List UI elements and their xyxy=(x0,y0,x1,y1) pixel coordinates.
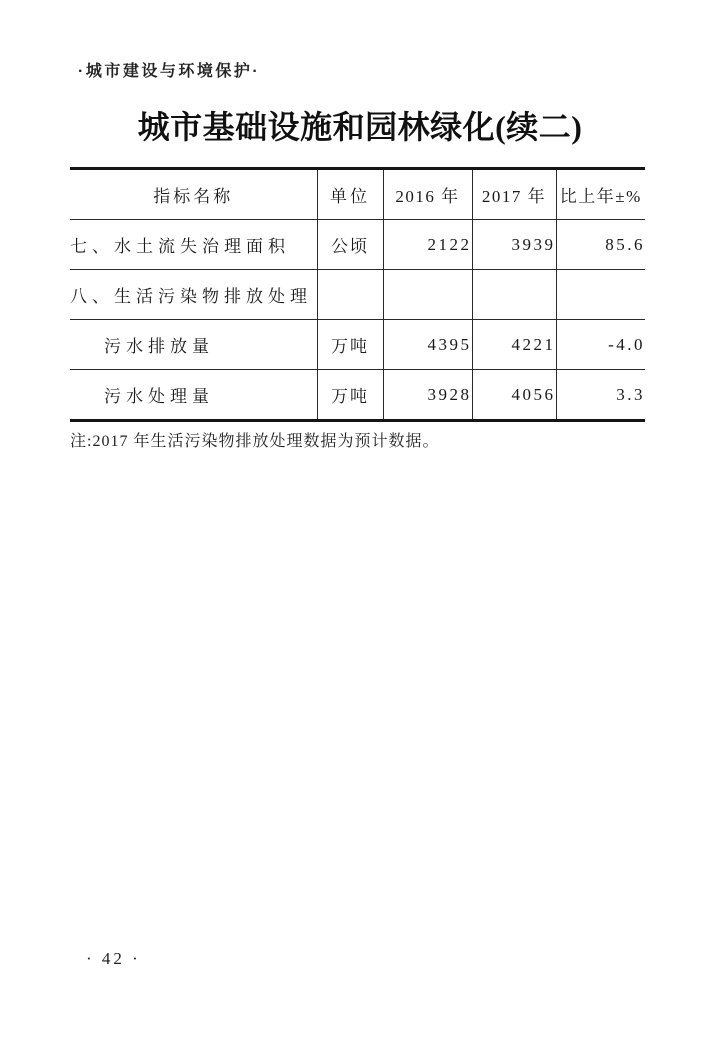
indicator-cell: 八、生活污染物排放处理 xyxy=(70,270,317,320)
indicator-cell: 七、水土流失治理面积 xyxy=(70,220,317,270)
value-2016-cell xyxy=(383,270,472,320)
value-2017-cell: 4221 xyxy=(472,320,556,370)
value-2017-cell xyxy=(472,270,556,320)
table-footnote: 注:2017 年生活污染物排放处理数据为预计数据。 xyxy=(70,433,440,450)
header-year-2016: 2016 年 xyxy=(383,169,472,220)
table-row xyxy=(70,320,645,370)
change-cell: 85.6 xyxy=(556,220,645,270)
value-2016-cell: 2122 xyxy=(383,220,472,270)
header-change-pct: 比上年±% xyxy=(556,169,645,220)
indicator-cell: 污水排放量 xyxy=(70,320,317,370)
page-title: 城市基础设施和园林绿化(续二) xyxy=(137,109,583,145)
unit-cell: 万吨 xyxy=(317,320,383,370)
table-row xyxy=(70,220,645,270)
change-cell xyxy=(556,270,645,320)
header-unit: 单位 xyxy=(317,169,383,220)
change-cell: 3.3 xyxy=(556,370,645,421)
header-indicator-name: 指标名称 xyxy=(70,169,317,220)
value-2017-cell: 4056 xyxy=(472,370,556,421)
page-number: · 42 · xyxy=(86,949,141,968)
unit-cell xyxy=(317,270,383,320)
indicator-cell: 污水处理量 xyxy=(104,387,214,406)
table-row xyxy=(70,270,645,320)
value-2016-cell: 3928 xyxy=(383,370,472,421)
statistics-table xyxy=(70,167,645,422)
table-row xyxy=(70,370,645,421)
unit-cell: 公顷 xyxy=(317,220,383,270)
unit-cell: 万吨 xyxy=(317,370,383,421)
running-head: ·城市建设与环境保护· xyxy=(78,63,261,80)
value-2016-cell: 4395 xyxy=(383,320,472,370)
value-2017-cell: 3939 xyxy=(472,220,556,270)
change-cell: -4.0 xyxy=(556,320,645,370)
table-header-row xyxy=(70,169,645,220)
header-year-2017: 2017 年 xyxy=(472,169,556,220)
